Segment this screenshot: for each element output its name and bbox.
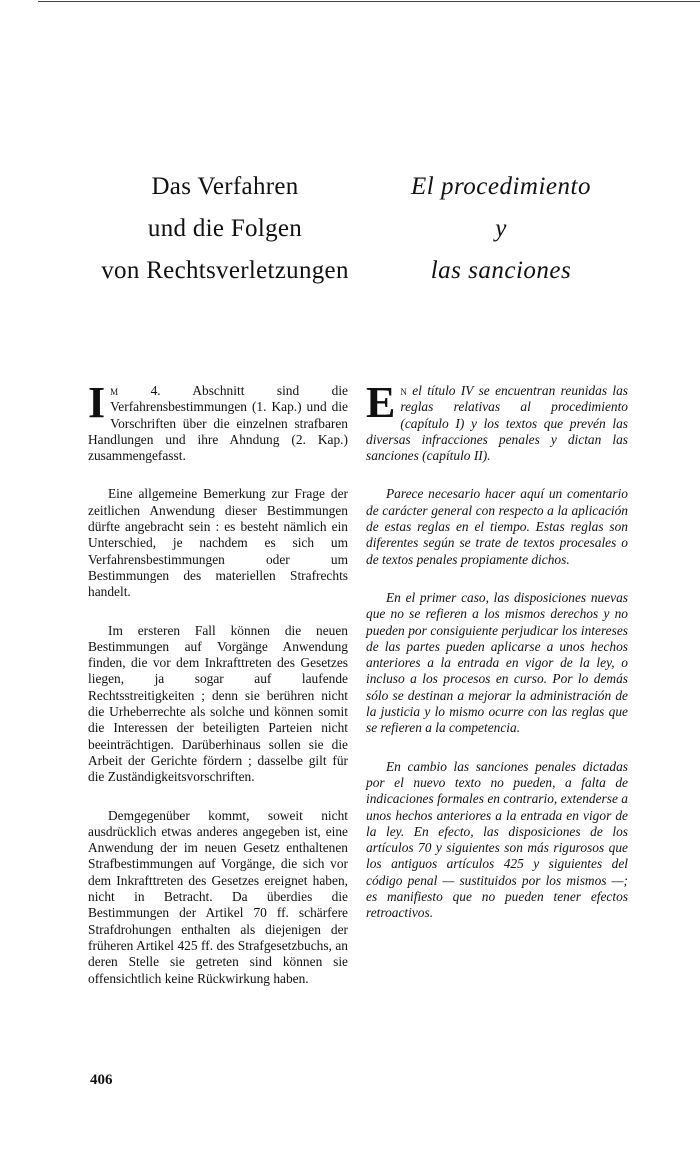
spanish-drop-cap: E bbox=[366, 378, 396, 427]
spanish-paragraph-2: Parece necesario hacer aquí un comentario de carácter general con respecto a la aplicación de estas reglas en el tiempo. Estas reglas son diferentes según se trate de textos procesales o de textos penales propiamente dichos. bbox=[366, 486, 628, 567]
german-paragraph-1-text: 4. Abschnitt sind die Verfahrensbestimmungen (1. Kap.) und die Vorschriften über die einzelnen strafbaren Handlungen und ihre Ahndung (2. Kap.) zusammengefasst. bbox=[88, 383, 348, 464]
german-first-word: m bbox=[110, 383, 119, 398]
title-spanish bbox=[346, 166, 656, 292]
spanish-first-word: n bbox=[400, 383, 407, 398]
top-rule bbox=[38, 1, 700, 2]
spanish-column bbox=[366, 378, 628, 944]
title-spanish-line-2: y bbox=[495, 215, 507, 242]
title-spanish-line-3: las sanciones bbox=[430, 257, 572, 284]
german-paragraph-4: Demgegenüber kommt, soweit nicht ausdrücklich etwas anderes angegeben ist, eine Anwendung der im neuen Gesetz enthaltenen Strafbestimmungen auf Vorgänge, die sich vor dem Inkrafttreten des Gesetzes ereignet haben, nicht in Betracht. Da überdies die Bestimmungen der Artikel 70 ff. schärfere Strafdrohungen enthalten als diejenigen der früheren Artikel 425 ff. des Strafgesetzbuchs, an deren Stelle sie getreten sind können sie offensichtlich keine Rückwirkung haben. bbox=[88, 807, 348, 986]
german-paragraph-1 bbox=[88, 378, 348, 464]
title-german-line-3: von Rechtsverletzungen bbox=[101, 257, 349, 284]
german-paragraph-3: Im ersteren Fall können die neuen Bestimmungen auf Vorgänge Anwendung finden, die vor dem Inkrafttreten des Gesetzes liegen, ja sogar auf laufende Rechtsstreitigkeiten ; denn sie berühren nicht die Urheberrechte als solche und können somit die Interessen der beteiligten Parteien nicht beeinträchtigen. Darüberhinaus sollen sie die Arbeit der Gerichte fördern ; dasselbe gilt für die Zuständigkeitsvorschriften. bbox=[88, 622, 348, 785]
spanish-paragraph-4: En cambio las sanciones penales dictadas por el nuevo texto no pueden, a falta de indicaciones formales en contrario, extenderse a unos hechos anteriores a la entrada en vigor de la ley. En efecto, las disposiciones de los artículos 70 y siguientes son más rigurosos que los antiguos artículos 425 y siguientes del código penal — sustituidos por los mismos —; es manifiesto que no pueden tener efectos retroactivos. bbox=[366, 758, 628, 921]
spanish-paragraph-3: En el primer caso, las disposiciones nuevas que no se refieren a los mismos derechos y no pueden por consiguiente perjudicar los intereses de las partes pueden aplicarse a unos hechos anteriores a la entrada en vigor de la ley, o incluso a los procesos en curso. Por lo demás sólo se destinan a mejorar la administración de la justicia y lo mismo ocurre con las reglas que se refieren a la competencia. bbox=[366, 589, 628, 736]
title-german bbox=[70, 166, 380, 292]
title-spanish-line-1: El procedimiento bbox=[411, 173, 591, 200]
title-german-line-2: und die Folgen bbox=[147, 215, 303, 242]
german-drop-cap: I bbox=[88, 378, 106, 427]
spanish-paragraph-1 bbox=[366, 378, 628, 464]
german-paragraph-2: Eine allgemeine Bemerkung zur Frage der zeitlichen Anwendung dieser Bestimmungen dürfte angebracht sein : es besteht nämlich ein Unterschied, je nachdem es sich um Verfahrensbestimmungen oder um Bestimmungen des materiellen Strafrechts handelt. bbox=[88, 486, 348, 600]
title-german-line-1: Das Verfahren bbox=[151, 173, 299, 200]
german-column bbox=[88, 378, 348, 1009]
spanish-paragraph-1-text: el título IV se encuentran reunidas las reglas relativas al procedimiento (capítulo I) y los textos que prevén las diversas infracciones penales y dictan las sanciones (capítulo II). bbox=[366, 383, 628, 464]
page-number: 406 bbox=[90, 1072, 113, 1088]
